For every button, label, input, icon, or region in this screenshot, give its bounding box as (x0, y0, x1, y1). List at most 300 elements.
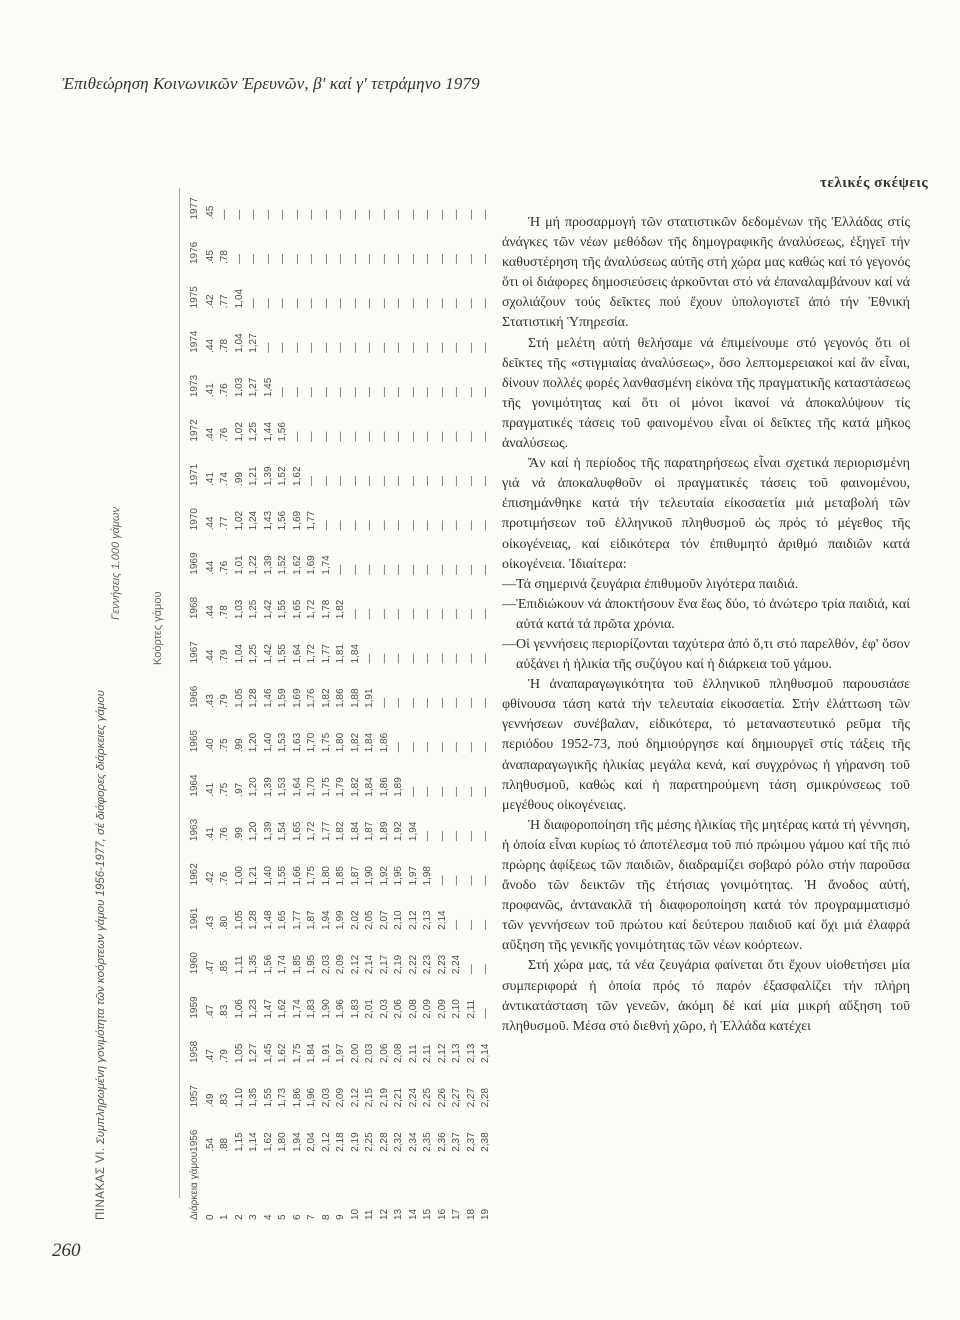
value-cell: 2,25 (422, 1087, 434, 1108)
value-cell: 2,14 (436, 910, 448, 930)
duration-cell: 15 (422, 1208, 434, 1220)
value-cell: 1,89 (378, 821, 390, 842)
value-cell: — (480, 831, 492, 842)
value-cell: 1,87 (364, 821, 376, 842)
value-cell: — (291, 387, 303, 398)
value-cell: 1,62 (262, 1132, 274, 1152)
duration-cell: 11 (364, 1209, 376, 1220)
value-cell: — (451, 564, 463, 575)
value-cell: 1,80 (335, 732, 347, 753)
value-cell: — (335, 254, 347, 264)
value-cell: 1,62 (291, 555, 303, 575)
value-cell: — (436, 431, 448, 442)
value-cell: 1,73 (277, 1087, 289, 1108)
value-cell: 1,22 (248, 555, 260, 575)
value-cell: 1,65 (277, 910, 289, 930)
value-cell: — (262, 254, 274, 264)
value-cell: 2,11 (407, 1044, 419, 1064)
table-row (305, 175, 320, 1220)
value-cell: — (407, 298, 419, 309)
value-cell: 1,66 (291, 866, 303, 886)
value-cell: .40 (204, 738, 216, 753)
value-cell: .76 (219, 560, 231, 575)
value-cell: 1,53 (277, 732, 289, 753)
duration-cell: 6 (291, 1214, 303, 1220)
value-cell: 1,54 (277, 821, 289, 842)
value-cell: — (465, 298, 477, 309)
table-row (203, 175, 218, 1220)
value-cell: — (320, 254, 332, 264)
value-cell: .54 (204, 1137, 216, 1152)
value-cell: .76 (219, 427, 231, 442)
value-cell: 1,56 (277, 422, 289, 442)
value-cell: .83 (219, 1093, 231, 1108)
value-cell: — (407, 653, 419, 664)
value-cell: 1,62 (277, 1043, 289, 1064)
value-cell: — (465, 564, 477, 575)
value-cell: 2,37 (451, 1132, 463, 1152)
value-cell: 2,26 (436, 1087, 448, 1108)
value-cell: 1,15 (233, 1132, 245, 1152)
value-cell: .76 (219, 827, 231, 842)
value-cell: 1,85 (291, 954, 303, 975)
value-cell: — (422, 298, 434, 309)
value-cell: 1,45 (262, 1043, 274, 1064)
value-cell: 2,12 (436, 1043, 448, 1064)
value-cell: 2,04 (306, 1132, 318, 1152)
value-cell: .80 (219, 915, 231, 930)
cohort-year-header: 1966 (188, 685, 200, 708)
value-cell: — (465, 342, 477, 353)
duration-cell: 17 (451, 1208, 463, 1220)
cohort-year-header: 1957 (188, 1085, 200, 1108)
value-cell: 1,84 (364, 732, 376, 753)
value-cell: 1,81 (335, 644, 347, 664)
value-cell: — (407, 431, 419, 442)
value-cell: — (451, 875, 463, 886)
value-cell: 1,42 (262, 599, 274, 620)
value-cell: 2,13 (451, 1043, 463, 1064)
value-cell: — (248, 298, 260, 309)
value-cell: 1,87 (349, 866, 361, 886)
value-cell: 2,03 (320, 1087, 332, 1108)
value-cell: — (451, 919, 463, 930)
value-cell: .45 (204, 250, 216, 264)
value-cell: — (451, 387, 463, 398)
page-number: 260 (52, 1240, 81, 1261)
value-cell: .42 (204, 871, 216, 886)
value-cell: 1,86 (291, 1087, 303, 1108)
value-cell: 2,08 (407, 999, 419, 1019)
value-cell: — (480, 520, 492, 531)
value-cell: .44 (204, 516, 216, 531)
value-cell: — (335, 298, 347, 309)
value-cell: .97 (233, 782, 245, 797)
value-cell: .78 (219, 605, 231, 620)
value-cell: 1,24 (248, 510, 260, 531)
value-cell: 1,84 (349, 644, 361, 664)
value-cell: — (364, 254, 376, 264)
value-cell: — (480, 653, 492, 664)
value-cell: .99 (233, 472, 245, 486)
cohort-year-header: 1969 (188, 552, 200, 575)
cohort-year-header: 1963 (188, 818, 200, 842)
value-cell: — (436, 875, 448, 886)
value-cell: — (349, 342, 361, 353)
value-cell: — (436, 475, 448, 486)
value-cell: — (436, 298, 448, 309)
value-cell: 1,72 (306, 599, 318, 620)
value-cell: — (465, 609, 477, 620)
value-cell: 1,75 (320, 732, 332, 753)
value-cell: — (262, 209, 274, 220)
value-cell: 1,69 (306, 555, 318, 575)
table-row (435, 175, 450, 1220)
value-cell: — (480, 1008, 492, 1019)
journal-header: Ἐπιθεώρηση Κοινωνικῶν Ἐρευνῶν, β' καί γ' τετράμηνο 1979 (62, 74, 480, 93)
value-cell: .44 (204, 605, 216, 620)
value-cell: 2,11 (465, 999, 477, 1019)
value-cell: 1,72 (306, 644, 318, 664)
value-cell: 1,05 (233, 910, 245, 930)
value-cell: 1,70 (306, 732, 318, 753)
value-cell: — (378, 342, 390, 353)
value-cell: 2,27 (465, 1087, 477, 1108)
value-cell: — (335, 387, 347, 398)
value-cell: 1,20 (248, 777, 260, 797)
value-cell: 2,09 (422, 999, 434, 1019)
cohort-year-header: 1973 (188, 374, 200, 398)
table-subtitle: Γεννήσεις 1.000 γάμων (110, 507, 122, 620)
cohort-year-header: 1958 (188, 1040, 200, 1064)
value-cell: .42 (204, 294, 216, 309)
value-cell: 2,13 (422, 910, 434, 930)
value-cell: — (306, 387, 318, 398)
table-title-text: Συμπληρωμένη γονιμότητα τῶν κοόρτεων γάμου 1956-1977, σέ διάφορες διάρκειες γάμου (95, 690, 107, 1145)
value-cell: — (436, 697, 448, 708)
value-cell: — (480, 964, 492, 975)
value-cell: 2,14 (364, 954, 376, 975)
value-cell: .45 (204, 205, 216, 220)
value-cell: — (291, 431, 303, 442)
duration-cell: 10 (349, 1208, 361, 1220)
value-cell: — (364, 475, 376, 486)
table-row (464, 175, 479, 1220)
value-cell: 1,65 (291, 599, 303, 620)
value-cell: 1,55 (277, 866, 289, 886)
value-cell: 2,19 (393, 954, 405, 975)
list-item: —Ἐπιδιώκουν νά ἀποκτήσουν ἕνα ἕως δύο, τό ἀνώτερο τρία παιδιά, καί αὐτά κατά τά πρῶτα χρόνια. (502, 596, 910, 632)
value-cell: — (465, 520, 477, 531)
value-cell: 1,04 (233, 288, 245, 309)
value-cell: — (306, 298, 318, 309)
value-cell: 1,25 (248, 422, 260, 442)
value-cell: — (436, 564, 448, 575)
value-cell: — (436, 831, 448, 842)
value-cell: .76 (219, 871, 231, 886)
value-cell: — (349, 254, 361, 264)
table-row (421, 175, 436, 1220)
value-cell: 1,77 (320, 821, 332, 842)
value-cell: 1,96 (306, 1087, 318, 1108)
value-cell: — (364, 520, 376, 531)
value-cell: — (291, 254, 303, 264)
value-cell: — (393, 387, 405, 398)
value-cell: 1,55 (277, 599, 289, 620)
value-cell: .47 (204, 960, 216, 975)
value-cell: 2,17 (378, 954, 390, 975)
list-item: —Τά σημερινά ζευγάρια ἐπιθυμοῦν λιγότερα παιδιά. (502, 576, 799, 592)
table-row (450, 175, 465, 1220)
value-cell: 1,40 (262, 732, 274, 753)
value-cell: — (436, 520, 448, 531)
value-cell: — (349, 564, 361, 575)
value-cell: — (393, 520, 405, 531)
value-cell: — (335, 342, 347, 353)
value-cell: — (349, 475, 361, 486)
value-cell: — (393, 742, 405, 753)
value-cell: — (378, 298, 390, 309)
value-cell: — (320, 475, 332, 486)
value-cell: — (422, 475, 434, 486)
duration-cell: 4 (262, 1214, 274, 1220)
value-cell: .79 (219, 1049, 231, 1064)
value-cell: — (436, 254, 448, 264)
value-cell: .83 (219, 1004, 231, 1019)
value-cell: 1,82 (335, 599, 347, 620)
value-cell: .43 (204, 694, 216, 708)
value-cell: .75 (219, 782, 231, 797)
table-row (261, 175, 276, 1220)
value-cell: — (320, 209, 332, 220)
value-cell: 1,82 (349, 777, 361, 797)
value-cell: — (422, 520, 434, 531)
value-cell: 2,19 (349, 1132, 361, 1152)
value-cell: 1,27 (248, 1043, 260, 1064)
value-cell: 1,76 (306, 688, 318, 708)
value-cell: 2,00 (349, 1043, 361, 1064)
value-cell: — (480, 431, 492, 442)
value-cell: — (306, 342, 318, 353)
value-cell: 1,10 (233, 1087, 245, 1108)
value-cell: 1,95 (393, 866, 405, 886)
list-item: —Οἱ γεννήσεις περιορίζονται ταχύτερα ἀπό ὅ,τι στό παρελθόν, ἐφ' ὅσον αὐξάνει ἡ ἡλικία τῆς συζύγου καί ἡ διάρκεια τοῦ γάμου. (502, 636, 910, 673)
table-body (203, 175, 493, 1220)
value-cell: 1,86 (378, 732, 390, 753)
cohort-year-header: 1968 (188, 596, 200, 620)
value-cell: — (451, 786, 463, 797)
value-cell: — (378, 431, 390, 442)
cohort-year-header: 1962 (188, 863, 200, 886)
value-cell: 1,82 (335, 821, 347, 842)
value-cell: 1,20 (248, 821, 260, 842)
value-cell: .79 (219, 694, 231, 708)
value-cell: 2,09 (436, 999, 448, 1019)
cohort-year-header: 1960 (188, 952, 200, 975)
table-row (247, 175, 262, 1220)
value-cell: — (378, 209, 390, 220)
value-cell: — (378, 475, 390, 486)
value-cell: — (335, 475, 347, 486)
value-cell: — (277, 254, 289, 264)
value-cell: 2,13 (465, 1043, 477, 1064)
value-cell: 1,03 (233, 377, 245, 398)
value-cell: 1,59 (277, 688, 289, 708)
cohort-year-header: 1977 (188, 197, 200, 220)
cohort-year-header: 1976 (188, 241, 200, 264)
value-cell: 1,94 (320, 910, 332, 930)
value-cell: 1,91 (320, 1043, 332, 1064)
value-cell: .47 (204, 1049, 216, 1064)
value-cell: — (306, 254, 318, 264)
value-cell: 1,03 (233, 599, 245, 620)
duration-cell: 14 (407, 1208, 419, 1220)
value-cell: 2,34 (407, 1132, 419, 1152)
table-row (392, 175, 407, 1220)
value-cell: 2,05 (364, 910, 376, 930)
value-cell: — (378, 254, 390, 264)
value-cell: 1,74 (277, 954, 289, 975)
value-cell: 1,52 (277, 466, 289, 486)
cohort-year-header: 1965 (188, 730, 200, 753)
value-cell: 1,35 (248, 954, 260, 975)
duration-cell: 18 (465, 1208, 477, 1220)
value-cell: 1,62 (277, 999, 289, 1019)
value-cell: 1,74 (320, 555, 332, 575)
value-cell: — (422, 431, 434, 442)
value-cell: 1,46 (262, 688, 274, 708)
value-cell: 1,85 (335, 866, 347, 886)
value-cell: 2,25 (364, 1132, 376, 1152)
value-cell: — (349, 609, 361, 620)
value-cell: 2,22 (407, 954, 419, 975)
cohort-year-header: 1971 (188, 463, 200, 486)
value-cell: — (465, 209, 477, 220)
value-cell: 1,97 (407, 866, 419, 886)
value-cell: 1,23 (248, 999, 260, 1019)
value-cell: 1,97 (335, 1043, 347, 1064)
value-cell: 1,02 (233, 510, 245, 531)
value-cell: 2,07 (378, 910, 390, 930)
value-cell: 1,02 (233, 422, 245, 442)
value-cell: 1,47 (262, 999, 274, 1019)
value-cell: 1,86 (378, 777, 390, 797)
value-cell: — (480, 919, 492, 930)
value-cell: — (465, 697, 477, 708)
duration-cell: 8 (320, 1214, 332, 1220)
value-cell: — (480, 209, 492, 220)
value-cell: 1,63 (291, 732, 303, 753)
value-cell: 2,27 (451, 1087, 463, 1108)
value-cell: — (422, 209, 434, 220)
value-cell: .44 (204, 560, 216, 575)
value-cell: — (306, 475, 318, 486)
value-cell: .75 (219, 738, 231, 753)
paragraph: Ἡ μή προσαρμογή τῶν στατιστικῶν δεδομένων τῆς Ἑλλάδας στίς ἀνάγκες τῶν νέων μεθόδων τῆς δημογραφικῆς ἀναλύσεως, ἐξηγεῖ τήν καθυστέρηση τῆς ἀναλύσεως αὐτῆς στή χώρα μας καθώς καί τό γεγονός ὅτι οἱ διάφορες δημοσιεύσεις ἀρκοῦνται στό νά ἐπαναλαμβάνουν καί νά σχολιάζουν τούς δεῖκτες πού ἔχουν ὑπολογιστεῖ ἀπό τήν Ἐθνική Στατιστική Ὑπηρεσία. (502, 215, 910, 331)
value-cell: .74 (219, 472, 231, 486)
value-cell: 2,38 (480, 1132, 492, 1152)
value-cell: 1,04 (233, 644, 245, 664)
value-cell: — (480, 742, 492, 753)
value-cell: 1,28 (248, 688, 260, 708)
value-cell: — (277, 387, 289, 398)
value-cell: 1,75 (320, 777, 332, 797)
paragraph: Ἄν καί ἡ περίοδος τῆς παρατηρήσεως εἶναι σχετικά περιορισμένη γιά νά ἀποκαλυφθοῦν οἱ πραγματικές τάσεις τοῦ φαινομένου, ἐπισημάνθηκε κατά τήν τελευταία εἰκοσαετία μιά μεταβολή τῶν προτιμήσεων τοῦ ἑλληνικοῦ πληθυσμοῦ ὡς πρός τό μέγεθος τῆς οἰκογένειας, καί εἰδικότερα τόν ἐπιθυμητό ἀριθμό παιδιῶν κατά οἰκογένεια. Ἰδιαίτερα: (502, 456, 910, 572)
value-cell: 1,14 (248, 1132, 260, 1152)
duration-cell: 9 (335, 1214, 347, 1220)
fertility-table-rotated (95, 175, 490, 1220)
value-cell: 1,55 (277, 644, 289, 664)
section-title: τελικές σκέψεις (820, 175, 929, 191)
duration-header: Διάρκεια γάμου (188, 1151, 200, 1220)
value-cell: — (407, 342, 419, 353)
value-cell: — (335, 520, 347, 531)
value-cell: .41 (204, 383, 216, 398)
cohort-year-header: 1972 (188, 419, 200, 442)
value-cell: .41 (204, 827, 216, 842)
value-cell: 2,12 (407, 910, 419, 930)
value-cell: 1,55 (262, 1087, 274, 1108)
value-cell: — (422, 254, 434, 264)
value-cell: — (422, 786, 434, 797)
value-cell: — (219, 209, 231, 220)
value-cell: .77 (219, 294, 231, 309)
value-cell: — (306, 209, 318, 220)
value-cell: 1,75 (306, 866, 318, 886)
table-label: ΠΙΝΑΚΑΣ VI. (95, 1147, 107, 1220)
value-cell: 1,56 (277, 510, 289, 531)
value-cell: — (320, 387, 332, 398)
value-cell: — (349, 431, 361, 442)
value-cell: .43 (204, 915, 216, 930)
value-cell: 1,70 (306, 777, 318, 797)
table-row (348, 175, 363, 1220)
value-cell: .76 (219, 383, 231, 398)
value-cell: — (364, 387, 376, 398)
value-cell: — (393, 298, 405, 309)
value-cell: .99 (233, 827, 245, 842)
value-cell: — (320, 431, 332, 442)
value-cell: 2,19 (378, 1087, 390, 1108)
value-cell: — (306, 431, 318, 442)
value-cell: — (320, 342, 332, 353)
value-cell: — (393, 254, 405, 264)
value-cell: — (436, 786, 448, 797)
value-cell: 2,23 (436, 954, 448, 975)
paragraph: Ἡ διαφοροποίηση τῆς μέσης ἡλικίας τῆς μητέρας κατά τή γέννηση, ἡ ὁποία εἶναι κυρίως τό ἀποτέλεσμα τοῦ πιό πρώιμου γάμου καί τῆς πιό πρώρης ἀφίξεως τῶν παιδιῶν, διαδραμίζει σοβαρό ρόλο στήν παροῦσα ἄνοδο τῶν δεικτῶν τῆς ἐτήσιας γονιμότητας. Ἡ ἄνοδος αὐτή, προφανῶς, ἀντανακλᾶ τή διαφοροποίηση κατά τόν προγραμματισμό τῶν γεννήσεων τοῦ πρώτου καί δεύτερου παιδιοῦ καί ὄχι μιά ἐλαφρά αὔξηση τῆς γενικῆς γονιμότητας τῶν νέων κοόρτεων. (502, 817, 910, 954)
value-cell: — (393, 697, 405, 708)
table-row (363, 175, 378, 1220)
cohort-year-header: 1975 (188, 286, 200, 309)
value-cell: 2,12 (320, 1132, 332, 1152)
value-cell: .78 (219, 250, 231, 264)
value-cell: 1,99 (335, 910, 347, 930)
table-row (334, 175, 349, 1220)
value-cell: — (436, 609, 448, 620)
value-cell: 1,82 (349, 732, 361, 753)
value-cell: 1,90 (320, 999, 332, 1019)
cohort-year-header: 1956 (188, 1129, 200, 1152)
value-cell: 1,87 (306, 910, 318, 930)
value-cell: — (480, 342, 492, 353)
value-cell: 2,11 (422, 1044, 434, 1064)
value-cell: 1,04 (233, 333, 245, 353)
value-cell: — (378, 653, 390, 664)
paragraph: Στή χώρα μας, τά νέα ζευγάρια φαίνεται ὅτι ἔχουν υἱοθετήσει μία συμπεριφορά ἡ ὁποία πρός τό παρόν ἐξασφαλίζει τήν πλήρη ἀντικατάσταση τῶν γενεῶν, ἀκόμη δέ καί μία μικρή αὔξηση τοῦ πληθυσμοῦ. Μέσα στό διεθνή χῶρο, ἡ Ἑλλάδα κατέχει (502, 958, 910, 1034)
fertility-table (185, 175, 493, 1220)
value-cell: 1,25 (248, 644, 260, 664)
value-cell: 1,69 (291, 510, 303, 531)
